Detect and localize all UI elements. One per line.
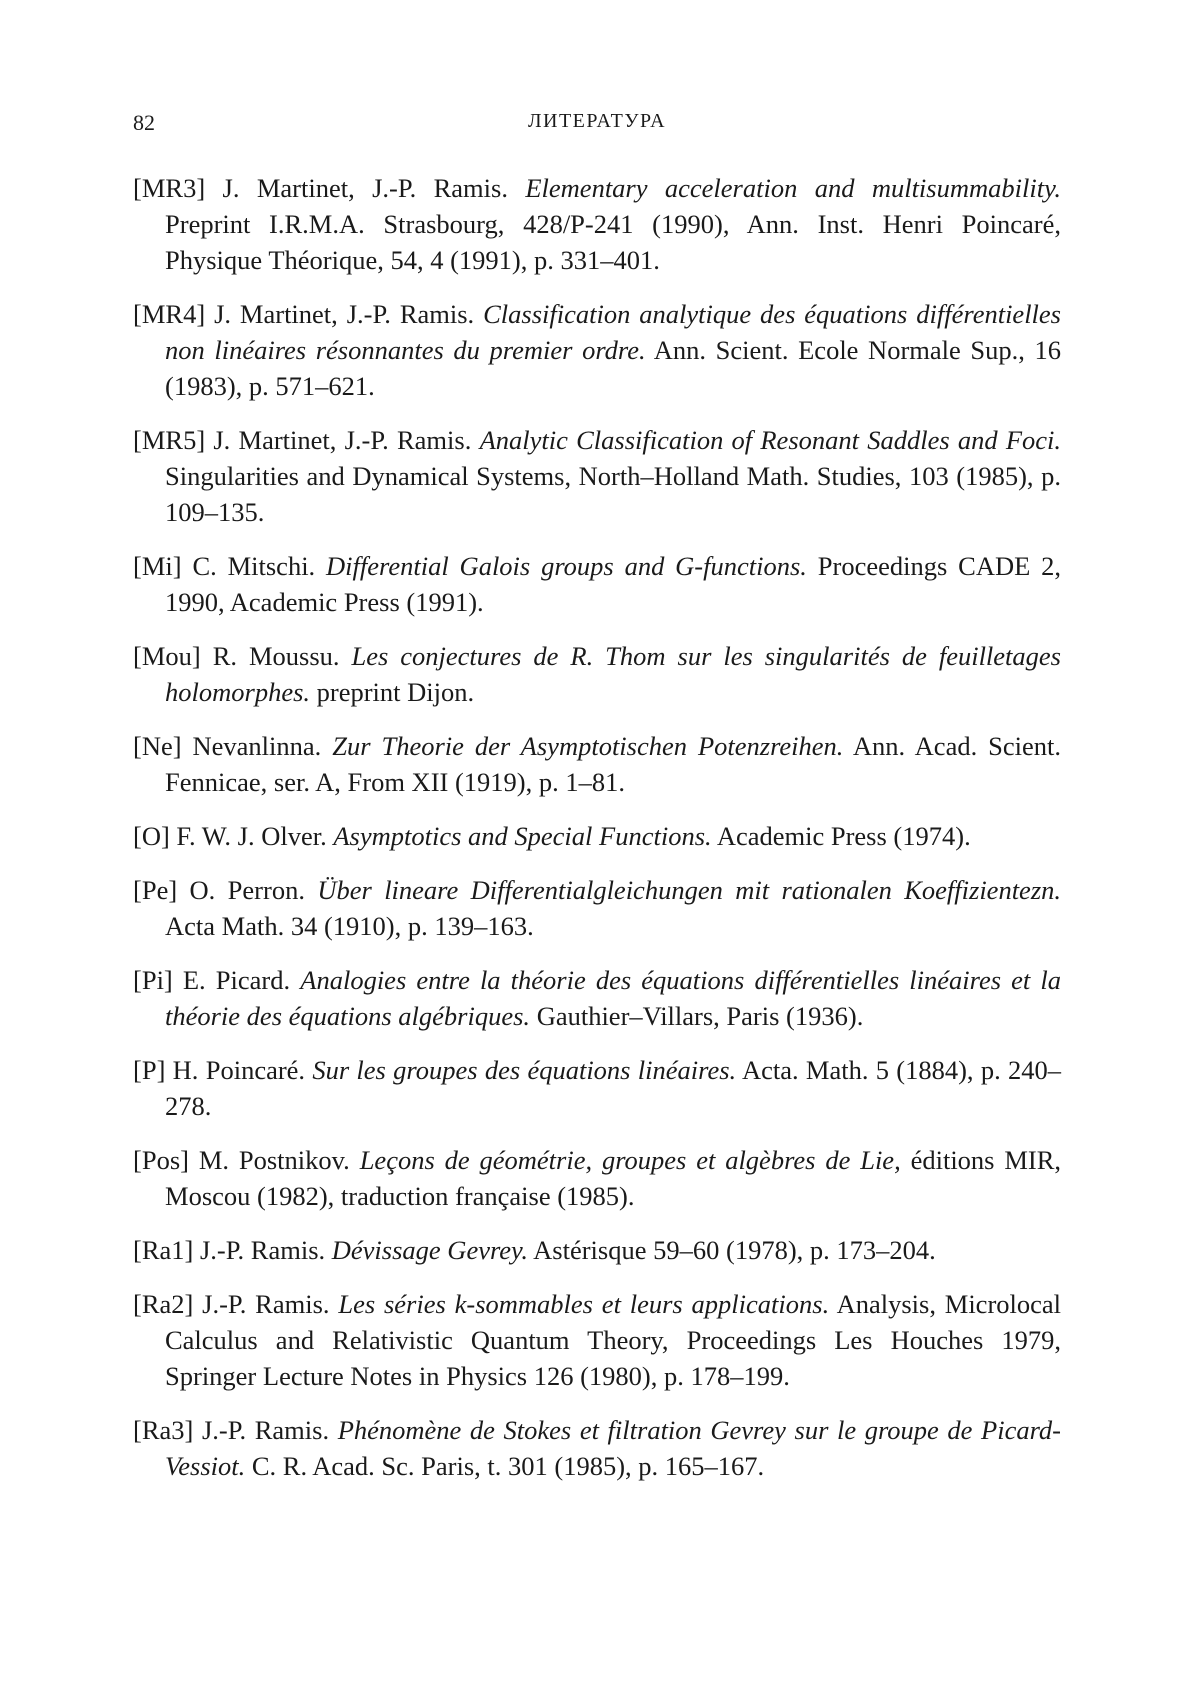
reference-authors: J. Martinet, J.-P. Ramis. <box>213 425 472 455</box>
reference-entry <box>133 962 1061 1034</box>
reference-entry <box>133 818 1061 854</box>
reference-title: Analogies entre la théorie des équations différentielles linéaires et la théorie des équations algébriques. <box>165 965 1062 1031</box>
reference-title: Über lineare Differentialgleichungen mit rationalen Koeffizientezn. <box>317 875 1062 905</box>
reference-details: Singularities and Dynamical Systems, North–Holland Math. Studies, 103 (1985), p. 109–135. <box>165 461 1061 527</box>
reference-key: [Mou] <box>133 641 201 671</box>
reference-details: Proceedings CADE 2, 1990, Academic Press (1991). <box>165 551 1062 617</box>
reference-key: [Mi] <box>133 551 182 581</box>
reference-title: Les conjectures de R. Thom sur les singularités de feuilletages holomorphes. <box>165 641 1061 707</box>
reference-key: [MR4] <box>133 299 206 329</box>
reference-title: Classification analytique des équations différentielles non linéaires résonnantes du premier ordre. <box>165 299 1061 365</box>
running-title: ЛИТЕРАТУРА <box>527 110 667 132</box>
reference-key: [Ra2] <box>133 1289 194 1319</box>
reference-details: Astérisque 59–60 (1978), p. 173–204. <box>533 1235 936 1265</box>
reference-authors: R. Moussu. <box>212 641 340 671</box>
reference-details: C. R. Acad. Sc. Paris, t. 301 (1985), p. 165–167. <box>251 1451 765 1481</box>
reference-entry <box>133 170 1061 278</box>
reference-title: Sur les groupes des équations linéaires. <box>312 1055 737 1085</box>
reference-key: [Pos] <box>133 1145 189 1175</box>
reference-authors: O. Perron. <box>189 875 305 905</box>
reference-title: Asymptotics and Special Functions. <box>333 821 712 851</box>
reference-entry <box>133 728 1061 800</box>
reference-key: [Pi] <box>133 965 173 995</box>
reference-authors: J.-P. Ramis. <box>199 1235 326 1265</box>
reference-authors: J.-P. Ramis. <box>201 1415 330 1445</box>
reference-details: Ann. Scient. Ecole Normale Sup., 16 (1983), p. 571–621. <box>165 335 1061 401</box>
reference-title: Leçons de géométrie, groupes et algèbres de Lie, <box>359 1145 901 1175</box>
reference-authors: J. Martinet, J.-P. Ramis. <box>214 299 475 329</box>
reference-title: Elementary acceleration and multisummability. <box>525 173 1062 203</box>
reference-details: Acta. Math. 5 (1884), p. 240–278. <box>165 1055 1061 1121</box>
reference-entry <box>133 872 1061 944</box>
reference-entry <box>133 1052 1061 1124</box>
reference-details: Gauthier–Villars, Paris (1936). <box>536 1001 864 1031</box>
reference-authors: M. Postnikov. <box>198 1145 350 1175</box>
reference-title: Phénomène de Stokes et filtration Gevrey sur le groupe de Picard-Vessiot. <box>165 1415 1061 1481</box>
reference-details: Analysis, Microlocal Calculus and Relativistic Quantum Theory, Proceedings Les Houches 1979, Springer Lecture Notes in Physics 126 (1980), p. 178–199. <box>165 1289 1062 1391</box>
reference-list <box>133 170 1061 1502</box>
page-number: 82 <box>133 110 155 135</box>
reference-authors: H. Poincaré. <box>172 1055 306 1085</box>
reference-entry <box>133 1232 1061 1268</box>
reference-key: [MR3] <box>133 173 206 203</box>
reference-entry <box>133 296 1061 404</box>
reference-entry <box>133 1412 1061 1484</box>
reference-entry <box>133 1142 1061 1214</box>
reference-authors: F. W. J. Olver. <box>176 821 327 851</box>
reference-entry <box>133 638 1061 710</box>
page-header <box>133 110 1061 146</box>
reference-key: [Ne] <box>133 731 182 761</box>
reference-authors: Nevanlinna. <box>192 731 322 761</box>
reference-key: [MR5] <box>133 425 206 455</box>
reference-key: [Ra1] <box>133 1235 194 1265</box>
reference-details: Academic Press (1974). <box>716 821 971 851</box>
reference-authors: E. Picard. <box>182 965 291 995</box>
reference-details: Ann. Acad. Scient. Fennicae, ser. A, From XII (1919), p. 1–81. <box>165 731 1062 797</box>
reference-title: Zur Theorie der Asymptotischen Potenzreihen. <box>332 731 844 761</box>
reference-key: [Pe] <box>133 875 178 905</box>
reference-entry <box>133 422 1061 530</box>
reference-authors: J. Martinet, J.-P. Ramis. <box>222 173 508 203</box>
reference-title: Differential Galois groups and G-functions. <box>326 551 807 581</box>
reference-details: preprint Dijon. <box>316 677 475 707</box>
reference-details: Preprint I.R.M.A. Strasbourg, 428/P-241 (1990), Ann. Inst. Henri Poincaré, Physique Théorique, 54, 4 (1991), p. 331–401. <box>165 209 1061 275</box>
reference-authors: J.-P. Ramis. <box>202 1289 330 1319</box>
reference-entry <box>133 548 1061 620</box>
reference-key: [P] <box>133 1055 166 1085</box>
reference-key: [O] <box>133 821 170 851</box>
reference-authors: C. Mitschi. <box>192 551 316 581</box>
reference-entry <box>133 1286 1061 1394</box>
reference-details: Acta Math. 34 (1910), p. 139–163. <box>165 911 534 941</box>
reference-details: éditions MIR, Moscou (1982), traduction française (1985). <box>165 1145 1062 1211</box>
reference-title: Les séries k-sommables et leurs applications. <box>338 1289 830 1319</box>
reference-key: [Ra3] <box>133 1415 194 1445</box>
reference-title: Dévissage Gevrey. <box>331 1235 528 1265</box>
reference-title: Analytic Classification of Resonant Saddles and Foci. <box>479 425 1062 455</box>
